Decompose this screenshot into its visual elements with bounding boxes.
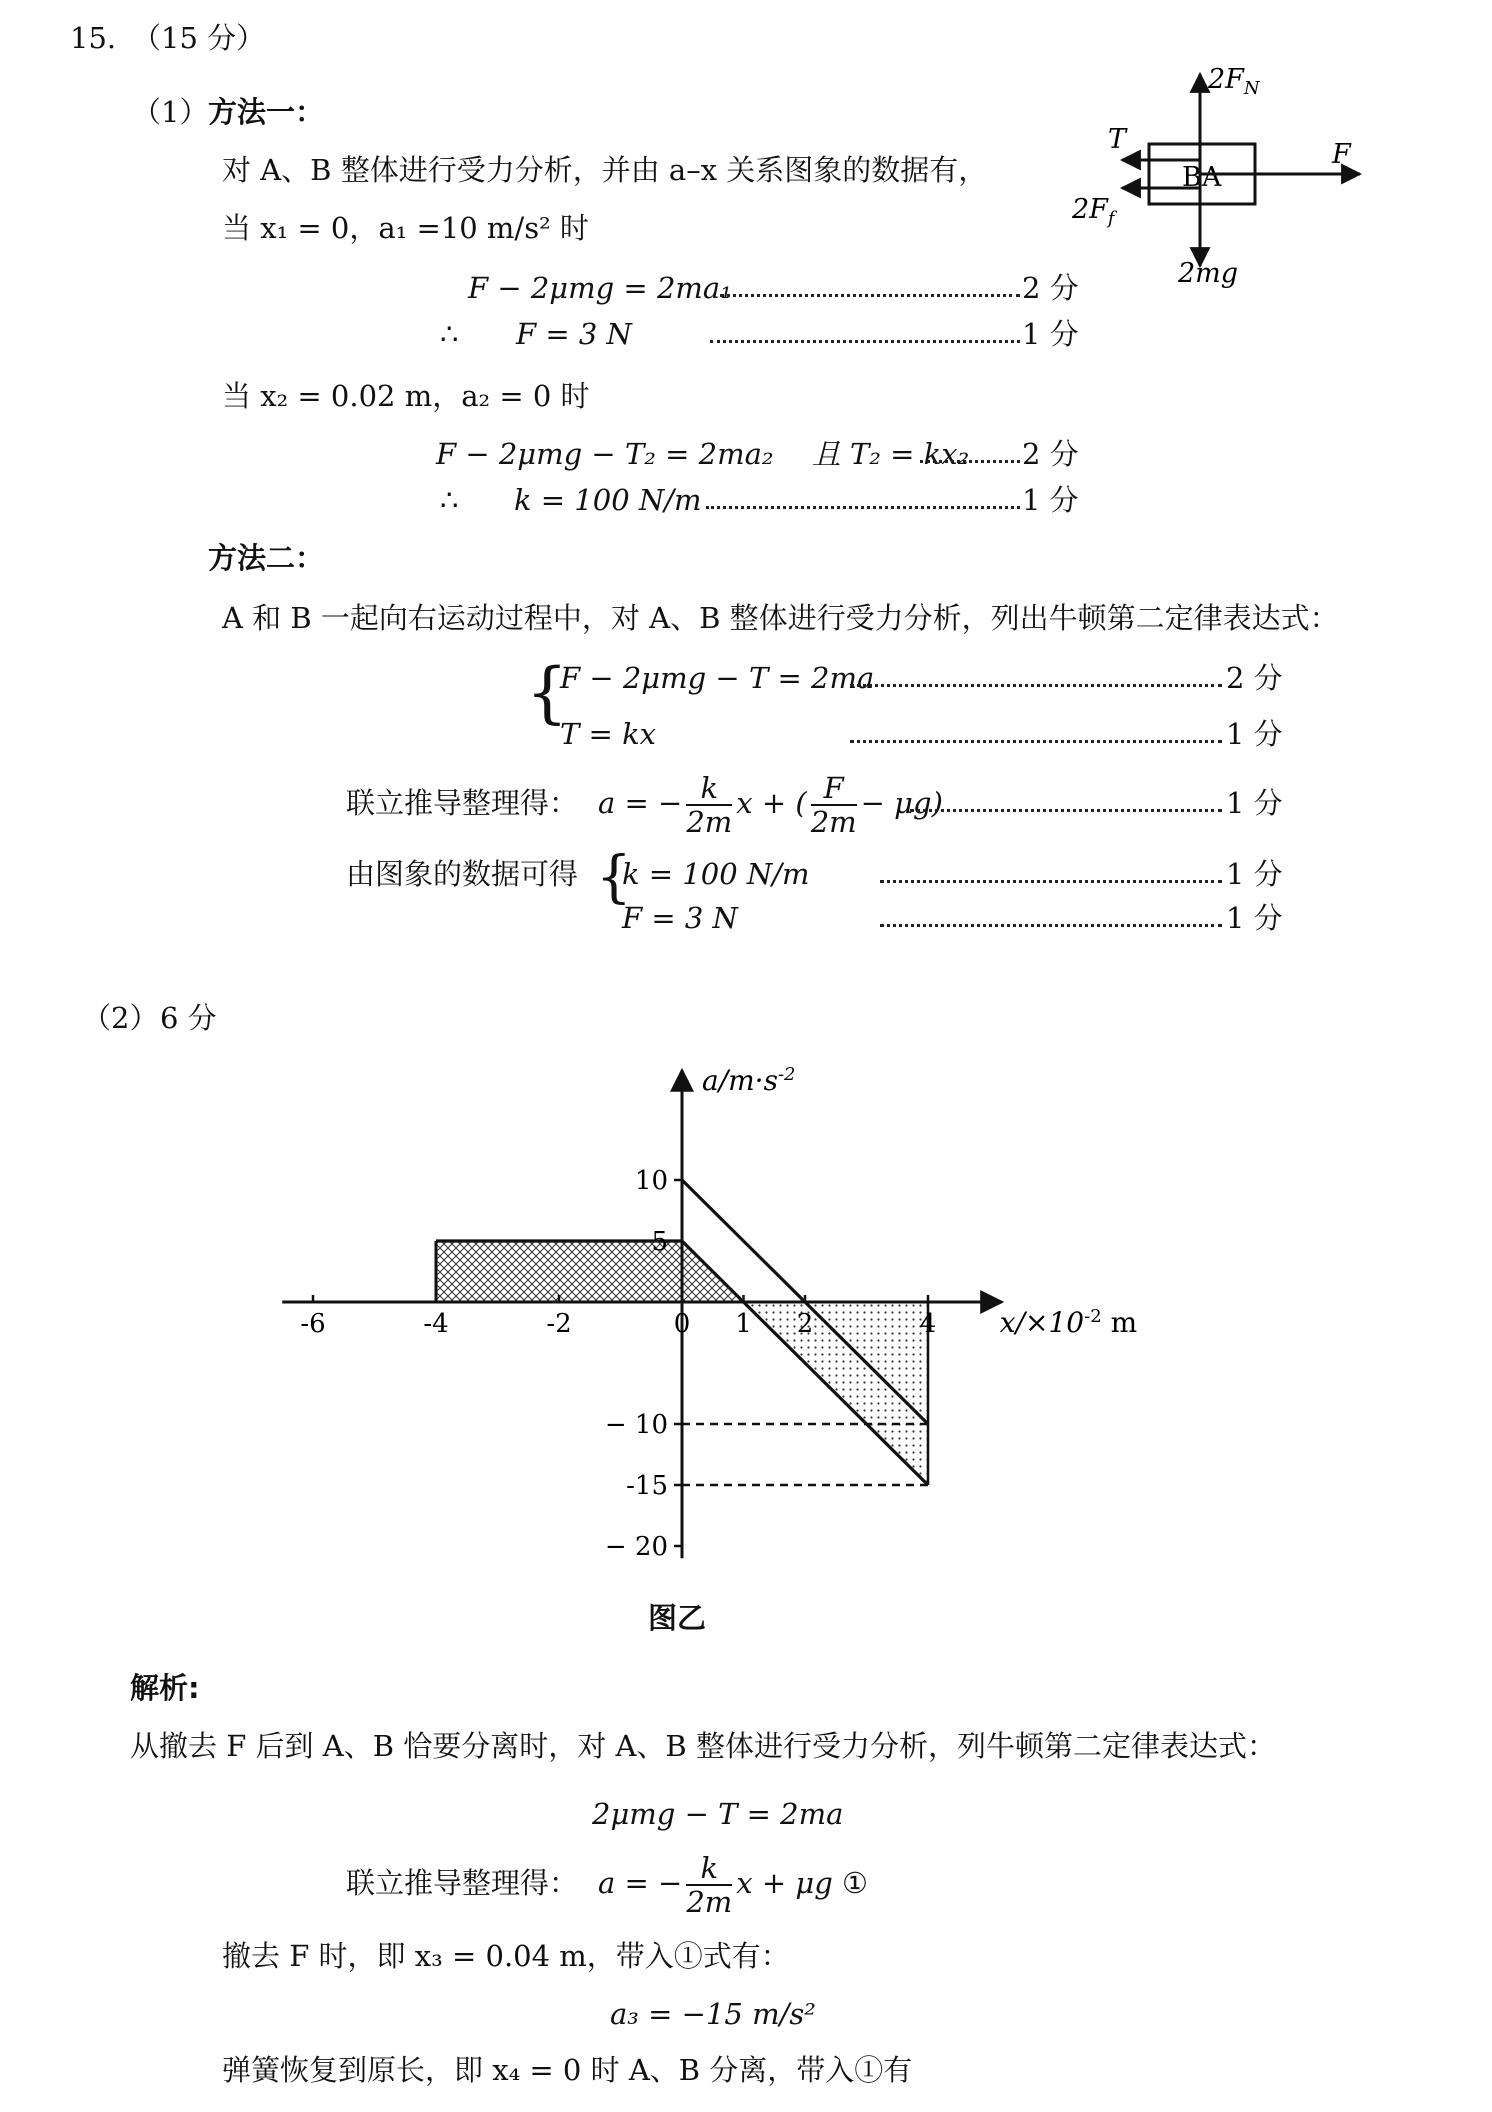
method2-derive-score: 1 分 [1226, 786, 1283, 820]
method2-data-label: 由图象的数据可得 [346, 857, 579, 891]
x-tick-label: -2 [546, 1309, 572, 1339]
analysis-line1: 从撤去 F 后到 A、B 恰要分离时，对 A、B 整体进行受力分析，列牛顿第二定律表达式： [130, 1729, 1276, 1763]
analysis-line2: 撤去 F 时，即 x₃ = 0.04 m，带入①式有： [222, 1939, 790, 1973]
fraction-denominator: 2m [686, 1885, 733, 1919]
x-tick-label: 4 [919, 1309, 937, 1339]
method2-data-eq2-score: 1 分 [1226, 901, 1283, 935]
method2-system-eq2: T = kx [560, 717, 657, 751]
analysis-derive-formula [598, 1850, 833, 1918]
method1-title: 方法一： [208, 95, 325, 129]
x-tick-label: 0 [673, 1309, 691, 1339]
y-tick-label: − 20 [604, 1532, 668, 1562]
formula-tail: x + μg [736, 1866, 833, 1900]
fraction-numerator: k [686, 772, 732, 806]
method1-eq2: F − 2μmg − T₂ = 2ma₂ 且 T₂ = kx₂ [436, 437, 970, 471]
method2-title: 方法二： [208, 541, 325, 575]
block-label: BA [1182, 162, 1222, 193]
x-tick-label: -4 [423, 1309, 449, 1339]
data-brace: { [596, 845, 632, 910]
question-points: （15 分） [132, 21, 266, 55]
method1-result2: k = 100 N/m [514, 483, 702, 517]
x-tick-label: 2 [796, 1309, 814, 1339]
analysis-line3: 弹簧恢复到原长，即 x₄ = 0 时 A、B 分离，带入①有 [222, 2053, 913, 2087]
method1-cond1: 当 x₁ = 0，a₁ =10 m/s² 时 [222, 211, 589, 245]
fraction-numerator: F [811, 772, 857, 806]
method1-result2-score: 1 分 [1022, 483, 1079, 517]
y-tick-label: 5 [651, 1227, 668, 1257]
part1-label: （1） [132, 95, 209, 129]
method2-system-eq2-score: 1 分 [1226, 717, 1283, 751]
method1-eq2-score: 2 分 [1022, 437, 1079, 471]
applied-force-label: F [1332, 139, 1351, 170]
method2-system-eq1: F − 2μmg − T = 2ma [560, 661, 875, 695]
x-axis-label: $x/\times 10^{-2}$ m [999, 1306, 1138, 1339]
method2-data-eq1: k = 100 N/m [622, 857, 810, 891]
method2-system-eq1-score: 2 分 [1226, 661, 1283, 695]
friction-label: $2F_f$ [1072, 194, 1115, 229]
method1-cond2: 当 x₂ = 0.02 m，a₂ = 0 时 [222, 379, 590, 413]
y-tick-label: − 10 [604, 1410, 668, 1440]
normal-force-label: $2F_N$ [1208, 64, 1260, 99]
y-tick-label: 10 [634, 1166, 668, 1196]
equation-mark: ① [842, 1866, 868, 1900]
chart-caption: 图乙 [648, 1601, 707, 1635]
method1-eq1: F − 2μmg = 2ma₁ [468, 271, 732, 305]
method2-derive-label: 联立推导整理得： [346, 786, 579, 820]
analysis-title: 解析: [130, 1671, 200, 1705]
analysis-eq2: a₃ = −15 m/s² [610, 1997, 816, 2031]
gravity-label: 2mg [1178, 258, 1239, 289]
method1-intro: 对 A、B 整体进行受力分析，并由 a–x 关系图象的数据有， [222, 153, 988, 187]
crosshatch-region [436, 1241, 744, 1302]
therefore-symbol: ∴ [440, 483, 459, 517]
question-number: 15. [70, 21, 117, 55]
x-tick-label: -6 [300, 1309, 326, 1339]
formula-tail: − μg) [860, 786, 943, 820]
y-axis-label: $a/m\cdot s^{-2}$ [702, 1064, 796, 1098]
method2-intro: A 和 B 一起向右运动过程中，对 A、B 整体进行受力分析，列出牛顿第二定律表达式： [222, 601, 1339, 635]
analysis-eq1: 2μmg − T = 2ma [592, 1797, 844, 1831]
formula-lhs: a = − [598, 1866, 683, 1900]
method1-eq1-score: 2 分 [1022, 271, 1079, 305]
tension-label: T [1108, 124, 1127, 155]
method1-result1-score: 1 分 [1022, 317, 1079, 351]
method1-result1: F = 3 N [516, 317, 632, 351]
fraction-k-over-2m [686, 1852, 732, 1918]
formula-lhs: a = − [598, 786, 683, 820]
analysis-derive-label: 联立推导整理得： [346, 1866, 579, 1900]
therefore-symbol: ∴ [440, 317, 459, 351]
y-tick-label: -15 [626, 1471, 668, 1501]
x-tick-label: 1 [735, 1309, 752, 1339]
method2-data-eq1-score: 1 分 [1226, 857, 1283, 891]
fraction-numerator: k [686, 1852, 732, 1886]
formula-mid: x + ( [736, 786, 807, 820]
fraction-denominator: 2m [686, 805, 733, 839]
part2-points: 6 分 [160, 1001, 217, 1035]
fraction-denominator: 2m [810, 805, 857, 839]
method2-data-eq2: F = 3 N [622, 901, 738, 935]
system-brace: { [526, 654, 568, 731]
part2-label: （2） [82, 1001, 159, 1035]
